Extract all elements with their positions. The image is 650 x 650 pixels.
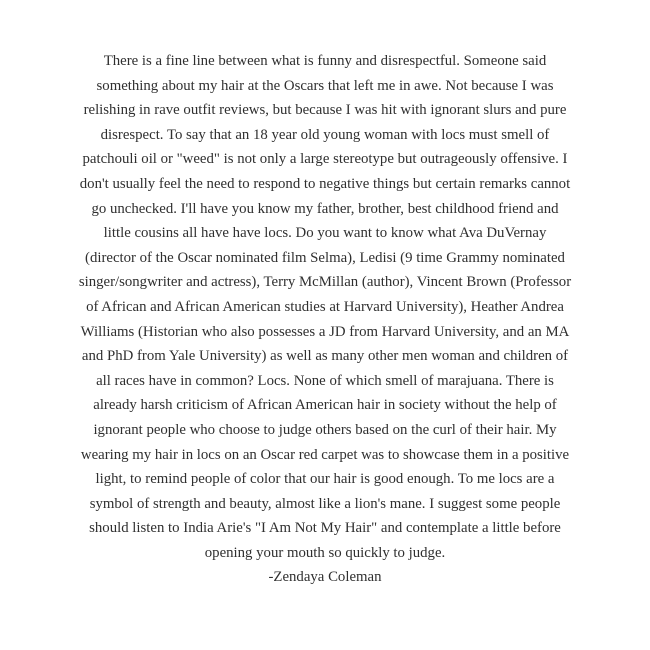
statement-line: go unchecked. I'll have you know my father, brother, best childhood friend and [91, 200, 559, 217]
statement-text [40, 49, 610, 590]
statement-line: should listen to India Arie's "I Am Not My Hair" and contemplate a little before [89, 520, 561, 537]
statement-line: singer/songwriter and actress), Terry McMillan (author), Vincent Brown (Professor [78, 274, 572, 291]
statement-line: patchouli oil or "weed" is not only a large stereotype but outrageously offensive. I [82, 151, 568, 168]
statement-line: all races have in common? Locs. None of which smell of marajuana. There is [96, 372, 554, 389]
statement-line: wearing my hair in locs on an Oscar red carpet was to showcase them in a positive [80, 446, 570, 463]
statement-line: don't usually feel the need to respond to negative things but certain remarks cannot [79, 175, 571, 192]
statement-line: Williams (Historian who also possesses a JD from Harvard University, and an MA [80, 323, 570, 340]
statement-line: opening your mouth so quickly to judge. [204, 544, 446, 561]
statement-signature: -Zendaya Coleman [268, 569, 382, 586]
statement-line: There is a fine line between what is funny and disrespectful. Someone said [103, 53, 547, 69]
statement-line: little cousins all have have locs. Do you want to know what Ava DuVernay [103, 225, 547, 242]
statement-line: light, to remind people of color that our hair is good enough. To me locs are a [95, 471, 555, 488]
statement-line: (director of the Oscar nominated film Selma), Ledisi (9 time Grammy nominated [85, 249, 565, 266]
statement-line: symbol of strength and beauty, almost like a lion's mane. I suggest some people [89, 495, 561, 512]
statement-line: something about my hair at the Oscars that left me in awe. Not because I was [96, 77, 554, 94]
statement-line: ignorant people who choose to judge others based on the curl of their hair. My [93, 421, 557, 438]
statement-line: already harsh criticism of African American hair in society without the help of [93, 397, 557, 414]
statement-line: relishing in rave outfit reviews, but because I was hit with ignorant slurs and pure [83, 102, 567, 119]
statement-line: of African and African American studies at Harvard University), Heather Andrea [86, 298, 564, 315]
statement-line: disrespect. To say that an 18 year old young woman with locs must smell of [100, 126, 550, 143]
statement-line: and PhD from Yale University) as well as many other men woman and children of [81, 348, 569, 365]
